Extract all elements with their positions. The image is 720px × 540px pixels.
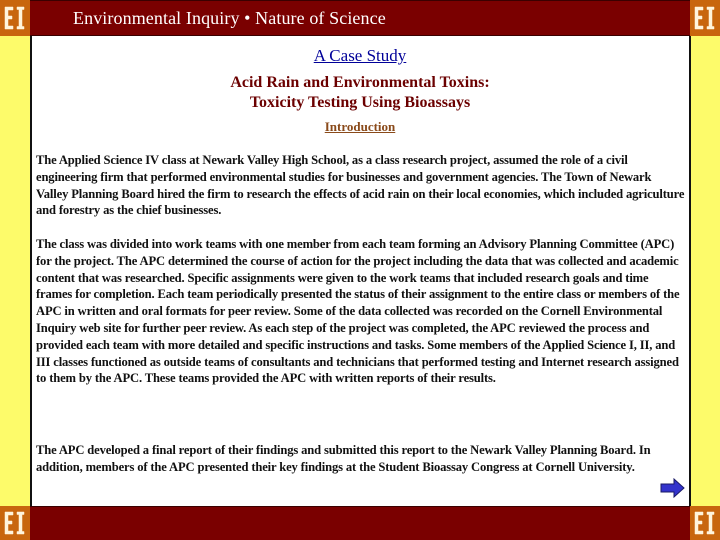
title-line-1: Acid Rain and Environmental Toxins: — [230, 74, 490, 91]
paragraph-2: The class was divided into work teams with one member from each team forming an Advisory Planning Committee (APC) for the project. The APC determined the course of action for the project including the data that was collected and academic content that was researched. Specific assignments were given to the work teams that included research goals and time frames for completion. Each team periodically presented the status of their assignment to the entire class or members of the APC in written and oral formats for peer review. Some of the data collected was recorded on the Cornell Environmental Inquiry web site for further peer review. As each step of the project was completed, the APC reviewed the process and provided each team with more detailed and specific instructions and tasks. Some members of the Applied Science I, II, and III classes functioned as outside teams of consultants and technicians that performed testing and Internet research assigned to them by the APC. These teams provided the APC with written reports of their results. — [36, 237, 680, 386]
right-arrow-icon — [660, 478, 685, 498]
paragraph-3: The APC developed a final report of their findings and submitted this report to the Newark Valley Planning Board. In addition, members of the APC presented their key findings at the Student Bioassay Congress at Cornell University. — [36, 443, 651, 474]
logo-top-right — [690, 0, 720, 36]
ei-logo-icon — [2, 508, 28, 538]
title-line-2: Toxicity Testing Using Bioassays — [249, 94, 471, 111]
logo-bottom-right — [690, 506, 720, 540]
case-study-link[interactable]: A Case Study — [313, 46, 407, 65]
left-sidebar — [0, 36, 32, 506]
logo-bottom-left — [0, 506, 30, 540]
footer-bar — [30, 506, 690, 540]
introduction-link[interactable]: Introduction — [324, 119, 396, 134]
paragraph-1: The Applied Science IV class at Newark Valley High School, as a class research project, assumed the role of a civil engineering firm that performed environmental studies for businesses and government agencies. The Town of Newark Valley Planning Board hired the firm to research the effects of acid rain on their local economies, which included agriculture and forestry as the chief businesses. — [36, 153, 685, 218]
ei-logo-icon — [692, 508, 718, 538]
content-area — [32, 36, 688, 506]
right-sidebar — [689, 36, 720, 506]
page-title — [32, 73, 688, 113]
ei-logo-icon — [692, 3, 718, 33]
logo-top-left — [0, 0, 30, 36]
ei-logo-icon — [2, 3, 28, 33]
header-bar — [30, 0, 690, 36]
next-slide-button[interactable] — [660, 478, 685, 498]
header-title: Environmental Inquiry • Nature of Science — [73, 8, 386, 28]
